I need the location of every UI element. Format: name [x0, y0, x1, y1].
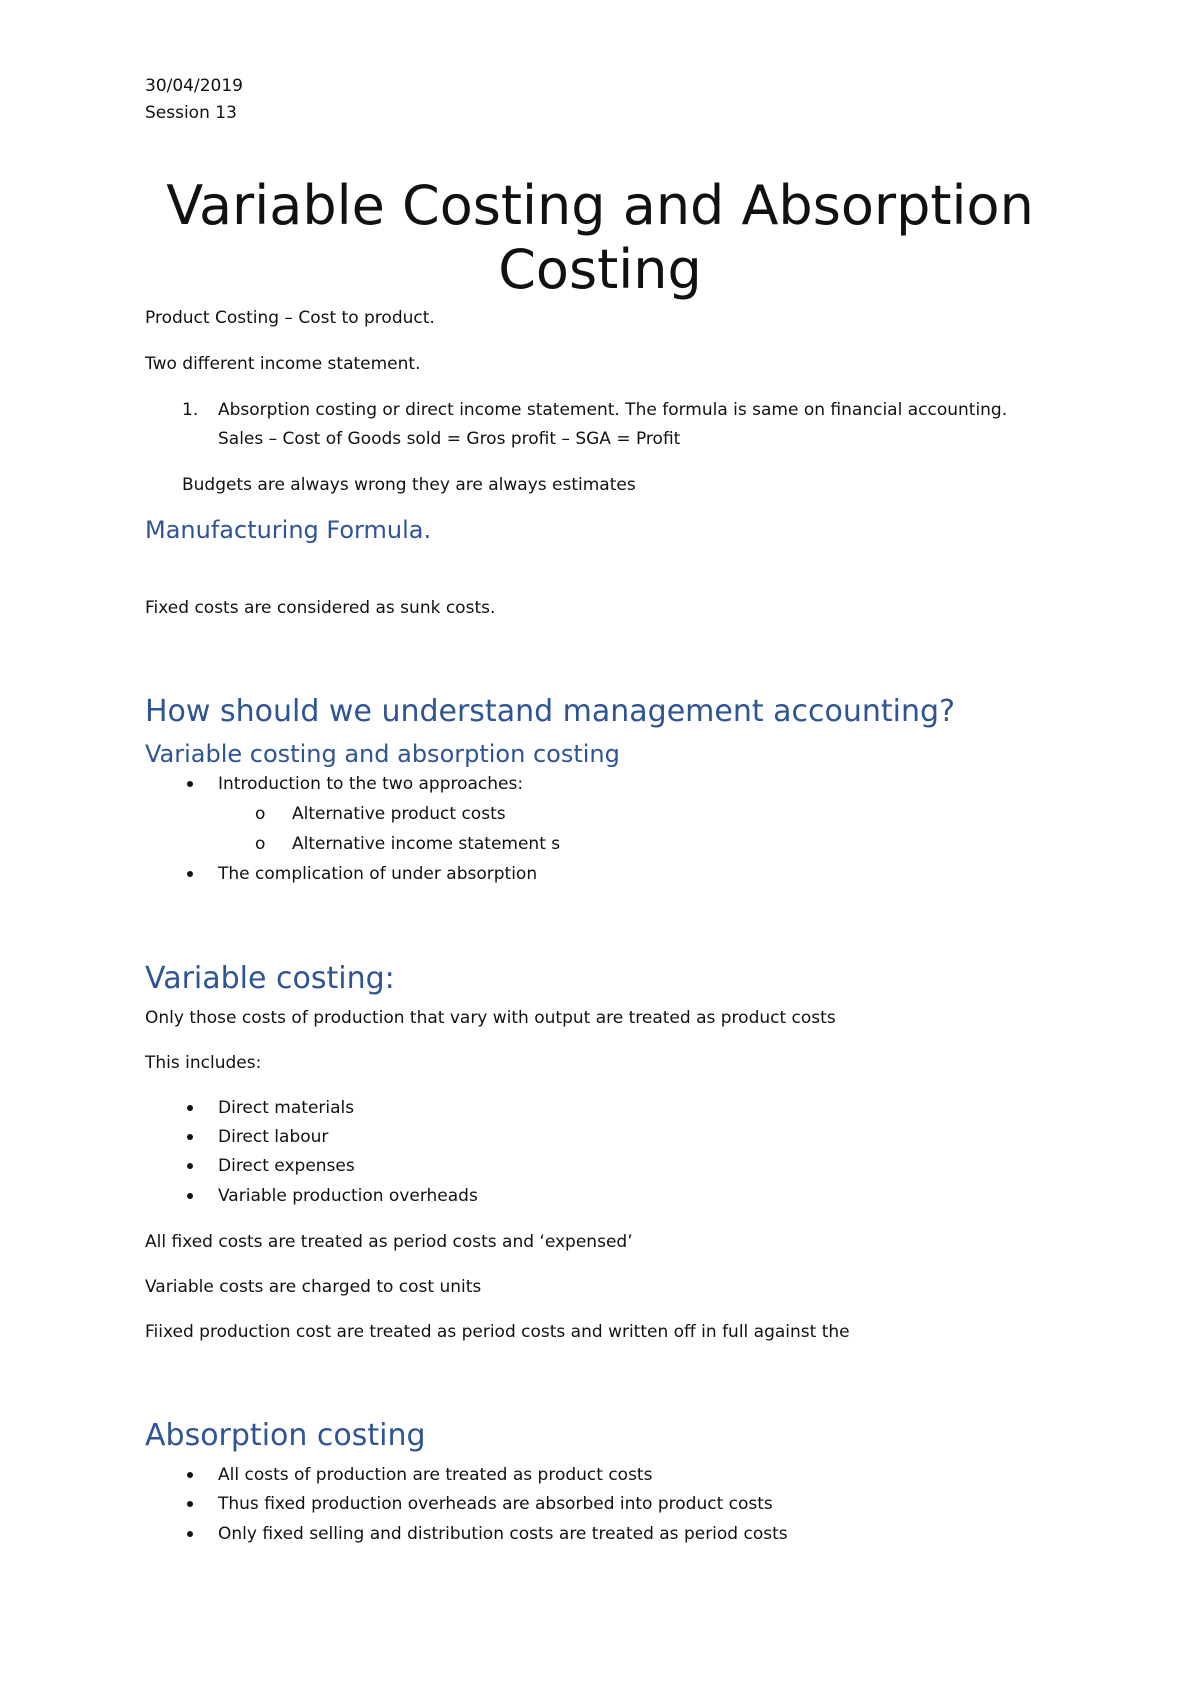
bullet-icon — [187, 1193, 193, 1199]
bullet-icon — [187, 1501, 193, 1507]
sub-bullet-icon: o — [255, 834, 266, 854]
variable-absorption-subheading: Variable costing and absorption costing — [145, 740, 620, 768]
bullet-icon — [187, 1105, 193, 1111]
includes-text: This includes: — [145, 1053, 262, 1073]
list-item: Only fixed selling and distribution costs are treated as period costs — [218, 1524, 788, 1544]
list-item: All costs of production are treated as product costs — [218, 1465, 653, 1485]
manufacturing-heading: Manufacturing Formula. — [145, 516, 432, 544]
bullet-icon — [187, 1163, 193, 1169]
two-statements-text: Two different income statement. — [145, 354, 421, 374]
product-costing-text: Product Costing – Cost to product. — [145, 308, 435, 328]
list-item: Direct materials — [218, 1098, 355, 1118]
list-item: The complication of under absorption — [218, 864, 538, 884]
page-title-line-2: Costing — [498, 238, 702, 301]
numbered-item-line-2: Sales – Cost of Goods sold = Gros profit – SGA = Profit — [218, 429, 681, 449]
variable-costing-heading: Variable costing: — [145, 961, 395, 996]
list-number: 1. — [182, 400, 199, 420]
management-heading: How should we understand management accounting? — [145, 694, 955, 729]
list-item: Direct labour — [218, 1127, 329, 1147]
absorption-costing-heading: Absorption costing — [145, 1418, 426, 1453]
bullet-icon — [187, 1134, 193, 1140]
sub-bullet-icon: o — [255, 804, 266, 824]
variable-costs-text: Variable costs are charged to cost units — [145, 1277, 482, 1297]
numbered-item-line-1: Absorption costing or direct income statement. The formula is same on financial accounting. — [218, 400, 1008, 420]
bullet-icon — [187, 1472, 193, 1478]
variable-costing-definition: Only those costs of production that vary with output are treated as product costs — [145, 1008, 836, 1028]
list-item: Direct expenses — [218, 1156, 355, 1176]
sub-list-item: Alternative income statement s — [292, 834, 561, 854]
fixed-production-text: Fiixed production cost are treated as period costs and written off in full against the — [145, 1322, 850, 1342]
list-item: Variable production overheads — [218, 1186, 478, 1206]
bullet-icon — [187, 1531, 193, 1537]
list-item: Introduction to the two approaches: — [218, 774, 524, 794]
bullet-icon — [187, 781, 193, 787]
date-text: 30/04/2019 — [145, 76, 243, 96]
session-text: Session 13 — [145, 103, 237, 123]
bullet-icon — [187, 871, 193, 877]
sub-list-item: Alternative product costs — [292, 804, 506, 824]
fixed-costs-text: All fixed costs are treated as period costs and ‘expensed’ — [145, 1232, 633, 1252]
list-item: Thus fixed production overheads are absorbed into product costs — [218, 1494, 773, 1514]
page-title-line-1: Variable Costing and Absorption — [166, 174, 1034, 237]
sunk-costs-text: Fixed costs are considered as sunk costs. — [145, 598, 496, 618]
budgets-text: Budgets are always wrong they are always estimates — [182, 475, 636, 495]
